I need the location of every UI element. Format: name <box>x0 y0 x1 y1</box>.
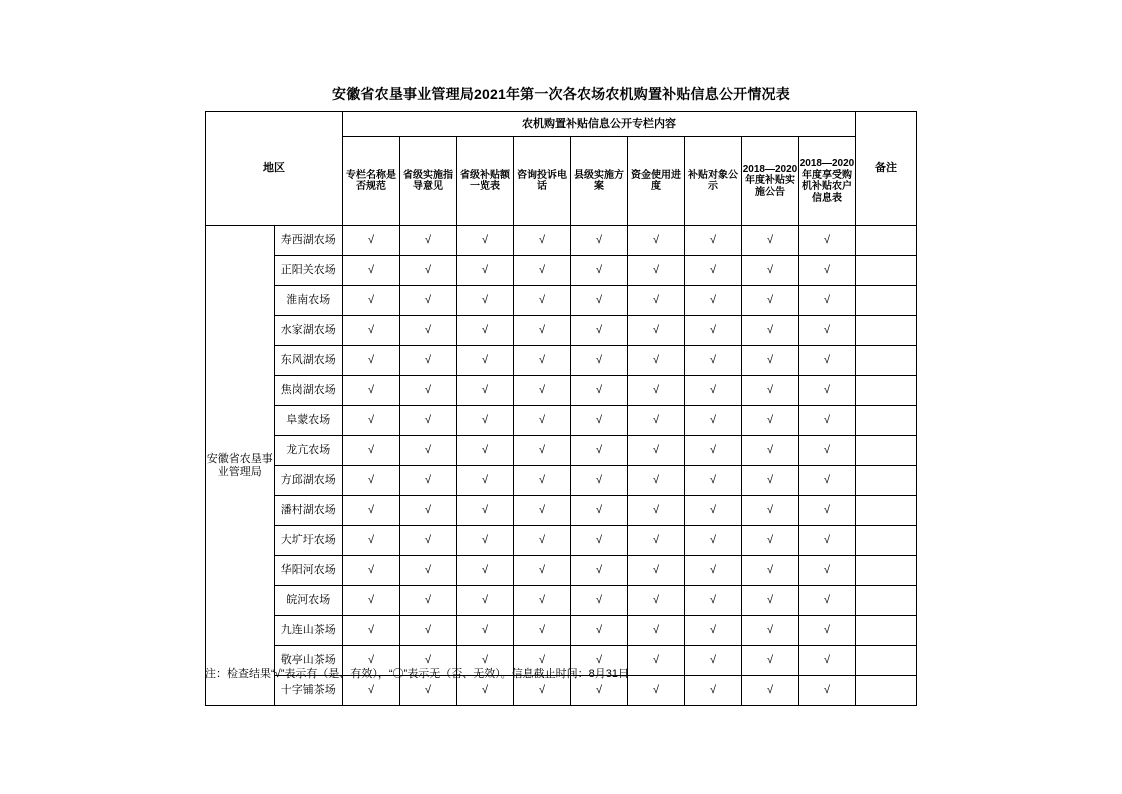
header-col-8: 2018—2020年度补贴实施公告 <box>742 137 799 226</box>
check-mark-cell: √ <box>799 556 856 586</box>
check-mark-cell: √ <box>514 676 571 706</box>
check-mark-cell: √ <box>628 226 685 256</box>
check-mark-cell: √ <box>571 256 628 286</box>
check-mark-cell: √ <box>457 346 514 376</box>
check-mark-cell: √ <box>343 586 400 616</box>
header-col-6: 资金使用进度 <box>628 137 685 226</box>
check-mark-cell: √ <box>571 496 628 526</box>
table-row <box>206 316 917 346</box>
check-mark-cell: √ <box>400 496 457 526</box>
check-mark-cell: √ <box>514 466 571 496</box>
table-row <box>206 286 917 316</box>
check-mark-cell: √ <box>400 466 457 496</box>
check-mark-cell: √ <box>799 286 856 316</box>
table-row <box>206 496 917 526</box>
farm-name-cell: 方邱湖农场 <box>274 466 343 496</box>
check-mark-cell: √ <box>628 526 685 556</box>
check-mark-cell: √ <box>685 676 742 706</box>
check-mark-cell: √ <box>571 316 628 346</box>
remark-cell <box>856 586 917 616</box>
header-col-7: 补贴对象公示 <box>685 137 742 226</box>
check-mark-cell: √ <box>628 556 685 586</box>
header-col-5: 县级实施方案 <box>571 137 628 226</box>
check-mark-cell: √ <box>685 316 742 346</box>
check-mark-cell: √ <box>685 466 742 496</box>
header-col-9: 2018—2020年度享受购机补贴农户信息表 <box>799 137 856 226</box>
table-row <box>206 406 917 436</box>
check-mark-cell: √ <box>742 346 799 376</box>
check-mark-cell: √ <box>571 376 628 406</box>
remark-cell <box>856 676 917 706</box>
remark-cell <box>856 496 917 526</box>
farm-name-cell: 水家湖农场 <box>274 316 343 346</box>
table-row <box>206 586 917 616</box>
check-mark-cell: √ <box>571 466 628 496</box>
remark-cell <box>856 346 917 376</box>
table-header <box>206 112 917 226</box>
check-mark-cell: √ <box>685 376 742 406</box>
check-mark-cell: √ <box>400 226 457 256</box>
check-mark-cell: √ <box>457 316 514 346</box>
check-mark-cell: √ <box>628 616 685 646</box>
check-mark-cell: √ <box>343 316 400 346</box>
check-mark-cell: √ <box>514 286 571 316</box>
check-mark-cell: √ <box>400 316 457 346</box>
check-mark-cell: √ <box>628 436 685 466</box>
check-mark-cell: √ <box>400 646 457 676</box>
farm-name-cell: 皖河农场 <box>274 586 343 616</box>
check-mark-cell: √ <box>799 616 856 646</box>
check-mark-cell: √ <box>685 436 742 466</box>
check-mark-cell: √ <box>571 646 628 676</box>
check-mark-cell: √ <box>514 406 571 436</box>
check-mark-cell: √ <box>457 436 514 466</box>
farm-name-cell: 阜蒙农场 <box>274 406 343 436</box>
check-mark-cell: √ <box>400 256 457 286</box>
check-mark-cell: √ <box>628 466 685 496</box>
check-mark-cell: √ <box>571 526 628 556</box>
table-row <box>206 226 917 256</box>
check-mark-cell: √ <box>742 256 799 286</box>
remark-cell <box>856 226 917 256</box>
check-mark-cell: √ <box>799 676 856 706</box>
check-mark-cell: √ <box>400 616 457 646</box>
check-mark-cell: √ <box>400 436 457 466</box>
remark-cell <box>856 406 917 436</box>
header-col-4: 咨询投诉电话 <box>514 137 571 226</box>
check-mark-cell: √ <box>457 586 514 616</box>
subsidy-disclosure-table <box>205 111 917 706</box>
remark-cell <box>856 616 917 646</box>
header-col-1: 专栏名称是否规范 <box>343 137 400 226</box>
check-mark-cell: √ <box>400 556 457 586</box>
check-mark-cell: √ <box>343 616 400 646</box>
table-body <box>206 226 917 706</box>
remark-cell <box>856 256 917 286</box>
remark-cell <box>856 526 917 556</box>
check-mark-cell: √ <box>343 526 400 556</box>
check-mark-cell: √ <box>799 376 856 406</box>
check-mark-cell: √ <box>457 226 514 256</box>
check-mark-cell: √ <box>799 346 856 376</box>
farm-name-cell: 寿西湖农场 <box>274 226 343 256</box>
check-mark-cell: √ <box>457 526 514 556</box>
check-mark-cell: √ <box>628 346 685 376</box>
check-mark-cell: √ <box>343 676 400 706</box>
header-region: 地区 <box>206 112 343 226</box>
check-mark-cell: √ <box>571 346 628 376</box>
check-mark-cell: √ <box>343 466 400 496</box>
table-row <box>206 436 917 466</box>
check-mark-cell: √ <box>628 496 685 526</box>
check-mark-cell: √ <box>457 676 514 706</box>
remark-cell <box>856 376 917 406</box>
check-mark-cell: √ <box>628 676 685 706</box>
check-mark-cell: √ <box>571 676 628 706</box>
check-mark-cell: √ <box>571 436 628 466</box>
farm-name-cell: 敬亭山茶场 <box>274 646 343 676</box>
check-mark-cell: √ <box>343 286 400 316</box>
check-mark-cell: √ <box>514 346 571 376</box>
check-mark-cell: √ <box>514 436 571 466</box>
farm-name-cell: 十字铺茶场 <box>274 676 343 706</box>
check-mark-cell: √ <box>628 586 685 616</box>
check-mark-cell: √ <box>742 646 799 676</box>
farm-name-cell: 大圹圩农场 <box>274 526 343 556</box>
check-mark-cell: √ <box>799 316 856 346</box>
table-row <box>206 376 917 406</box>
farm-name-cell: 龙亢农场 <box>274 436 343 466</box>
check-mark-cell: √ <box>514 496 571 526</box>
check-mark-cell: √ <box>514 646 571 676</box>
remark-cell <box>856 316 917 346</box>
check-mark-cell: √ <box>685 256 742 286</box>
table-container <box>205 111 917 706</box>
table-row <box>206 526 917 556</box>
check-mark-cell: √ <box>685 646 742 676</box>
check-mark-cell: √ <box>742 316 799 346</box>
table-row <box>206 346 917 376</box>
check-mark-cell: √ <box>799 586 856 616</box>
check-mark-cell: √ <box>514 556 571 586</box>
check-mark-cell: √ <box>685 286 742 316</box>
check-mark-cell: √ <box>343 496 400 526</box>
check-mark-cell: √ <box>571 586 628 616</box>
check-mark-cell: √ <box>799 526 856 556</box>
org-cell: 安徽省农垦事业管理局 <box>206 226 275 706</box>
farm-name-cell: 潘村湖农场 <box>274 496 343 526</box>
check-mark-cell: √ <box>799 646 856 676</box>
check-mark-cell: √ <box>742 226 799 256</box>
check-mark-cell: √ <box>628 646 685 676</box>
farm-name-cell: 焦岗湖农场 <box>274 376 343 406</box>
check-mark-cell: √ <box>742 586 799 616</box>
farm-name-cell: 淮南农场 <box>274 286 343 316</box>
farm-name-cell: 华阳河农场 <box>274 556 343 586</box>
check-mark-cell: √ <box>400 526 457 556</box>
check-mark-cell: √ <box>457 496 514 526</box>
remark-cell <box>856 556 917 586</box>
check-mark-cell: √ <box>343 346 400 376</box>
check-mark-cell: √ <box>685 226 742 256</box>
check-mark-cell: √ <box>457 556 514 586</box>
check-mark-cell: √ <box>343 646 400 676</box>
check-mark-cell: √ <box>685 616 742 646</box>
remark-cell <box>856 436 917 466</box>
check-mark-cell: √ <box>742 466 799 496</box>
check-mark-cell: √ <box>514 376 571 406</box>
check-mark-cell: √ <box>571 406 628 436</box>
check-mark-cell: √ <box>400 676 457 706</box>
check-mark-cell: √ <box>628 406 685 436</box>
check-mark-cell: √ <box>685 526 742 556</box>
check-mark-cell: √ <box>742 556 799 586</box>
check-mark-cell: √ <box>514 616 571 646</box>
check-mark-cell: √ <box>685 406 742 436</box>
check-mark-cell: √ <box>799 436 856 466</box>
remark-cell <box>856 466 917 496</box>
check-mark-cell: √ <box>400 346 457 376</box>
check-mark-cell: √ <box>742 496 799 526</box>
check-mark-cell: √ <box>628 256 685 286</box>
table-row <box>206 466 917 496</box>
check-mark-cell: √ <box>457 646 514 676</box>
check-mark-cell: √ <box>742 676 799 706</box>
check-mark-cell: √ <box>514 256 571 286</box>
farm-name-cell: 东风湖农场 <box>274 346 343 376</box>
header-remark: 备注 <box>856 112 917 226</box>
check-mark-cell: √ <box>628 376 685 406</box>
check-mark-cell: √ <box>742 436 799 466</box>
check-mark-cell: √ <box>571 226 628 256</box>
check-mark-cell: √ <box>343 226 400 256</box>
table-row <box>206 616 917 646</box>
page-title: 安徽省农垦事业管理局2021年第一次各农场农机购置补贴信息公开情况表 <box>332 86 790 102</box>
check-mark-cell: √ <box>742 286 799 316</box>
check-mark-cell: √ <box>799 496 856 526</box>
farm-name-cell: 九连山茶场 <box>274 616 343 646</box>
check-mark-cell: √ <box>400 376 457 406</box>
farm-name-cell: 正阳关农场 <box>274 256 343 286</box>
check-mark-cell: √ <box>799 226 856 256</box>
check-mark-cell: √ <box>514 226 571 256</box>
check-mark-cell: √ <box>799 406 856 436</box>
check-mark-cell: √ <box>628 316 685 346</box>
header-row-1 <box>206 112 917 137</box>
check-mark-cell: √ <box>457 616 514 646</box>
table-note: 注：检查结果“√”表示有（是、有效），“〇”表示无（否、无效）。信息截止时间：8月31日 <box>205 668 630 680</box>
check-mark-cell: √ <box>685 556 742 586</box>
check-mark-cell: √ <box>742 406 799 436</box>
check-mark-cell: √ <box>685 586 742 616</box>
check-mark-cell: √ <box>742 376 799 406</box>
check-mark-cell: √ <box>400 286 457 316</box>
table-row <box>206 556 917 586</box>
check-mark-cell: √ <box>685 346 742 376</box>
check-mark-cell: √ <box>457 466 514 496</box>
table-row <box>206 256 917 286</box>
check-mark-cell: √ <box>514 586 571 616</box>
header-col-2: 省级实施指导意见 <box>400 137 457 226</box>
check-mark-cell: √ <box>685 496 742 526</box>
check-mark-cell: √ <box>400 406 457 436</box>
check-mark-cell: √ <box>457 286 514 316</box>
check-mark-cell: √ <box>571 286 628 316</box>
check-mark-cell: √ <box>343 556 400 586</box>
check-mark-cell: √ <box>742 616 799 646</box>
check-mark-cell: √ <box>400 586 457 616</box>
check-mark-cell: √ <box>343 406 400 436</box>
check-mark-cell: √ <box>799 466 856 496</box>
check-mark-cell: √ <box>628 286 685 316</box>
check-mark-cell: √ <box>742 526 799 556</box>
remark-cell <box>856 646 917 676</box>
header-col-3: 省级补贴额一览表 <box>457 137 514 226</box>
check-mark-cell: √ <box>514 526 571 556</box>
check-mark-cell: √ <box>457 406 514 436</box>
header-group-content: 农机购置补贴信息公开专栏内容 <box>343 112 856 137</box>
check-mark-cell: √ <box>343 256 400 286</box>
check-mark-cell: √ <box>514 316 571 346</box>
check-mark-cell: √ <box>799 256 856 286</box>
check-mark-cell: √ <box>457 376 514 406</box>
check-mark-cell: √ <box>343 376 400 406</box>
check-mark-cell: √ <box>571 556 628 586</box>
remark-cell <box>856 286 917 316</box>
check-mark-cell: √ <box>571 616 628 646</box>
check-mark-cell: √ <box>457 256 514 286</box>
check-mark-cell: √ <box>343 436 400 466</box>
